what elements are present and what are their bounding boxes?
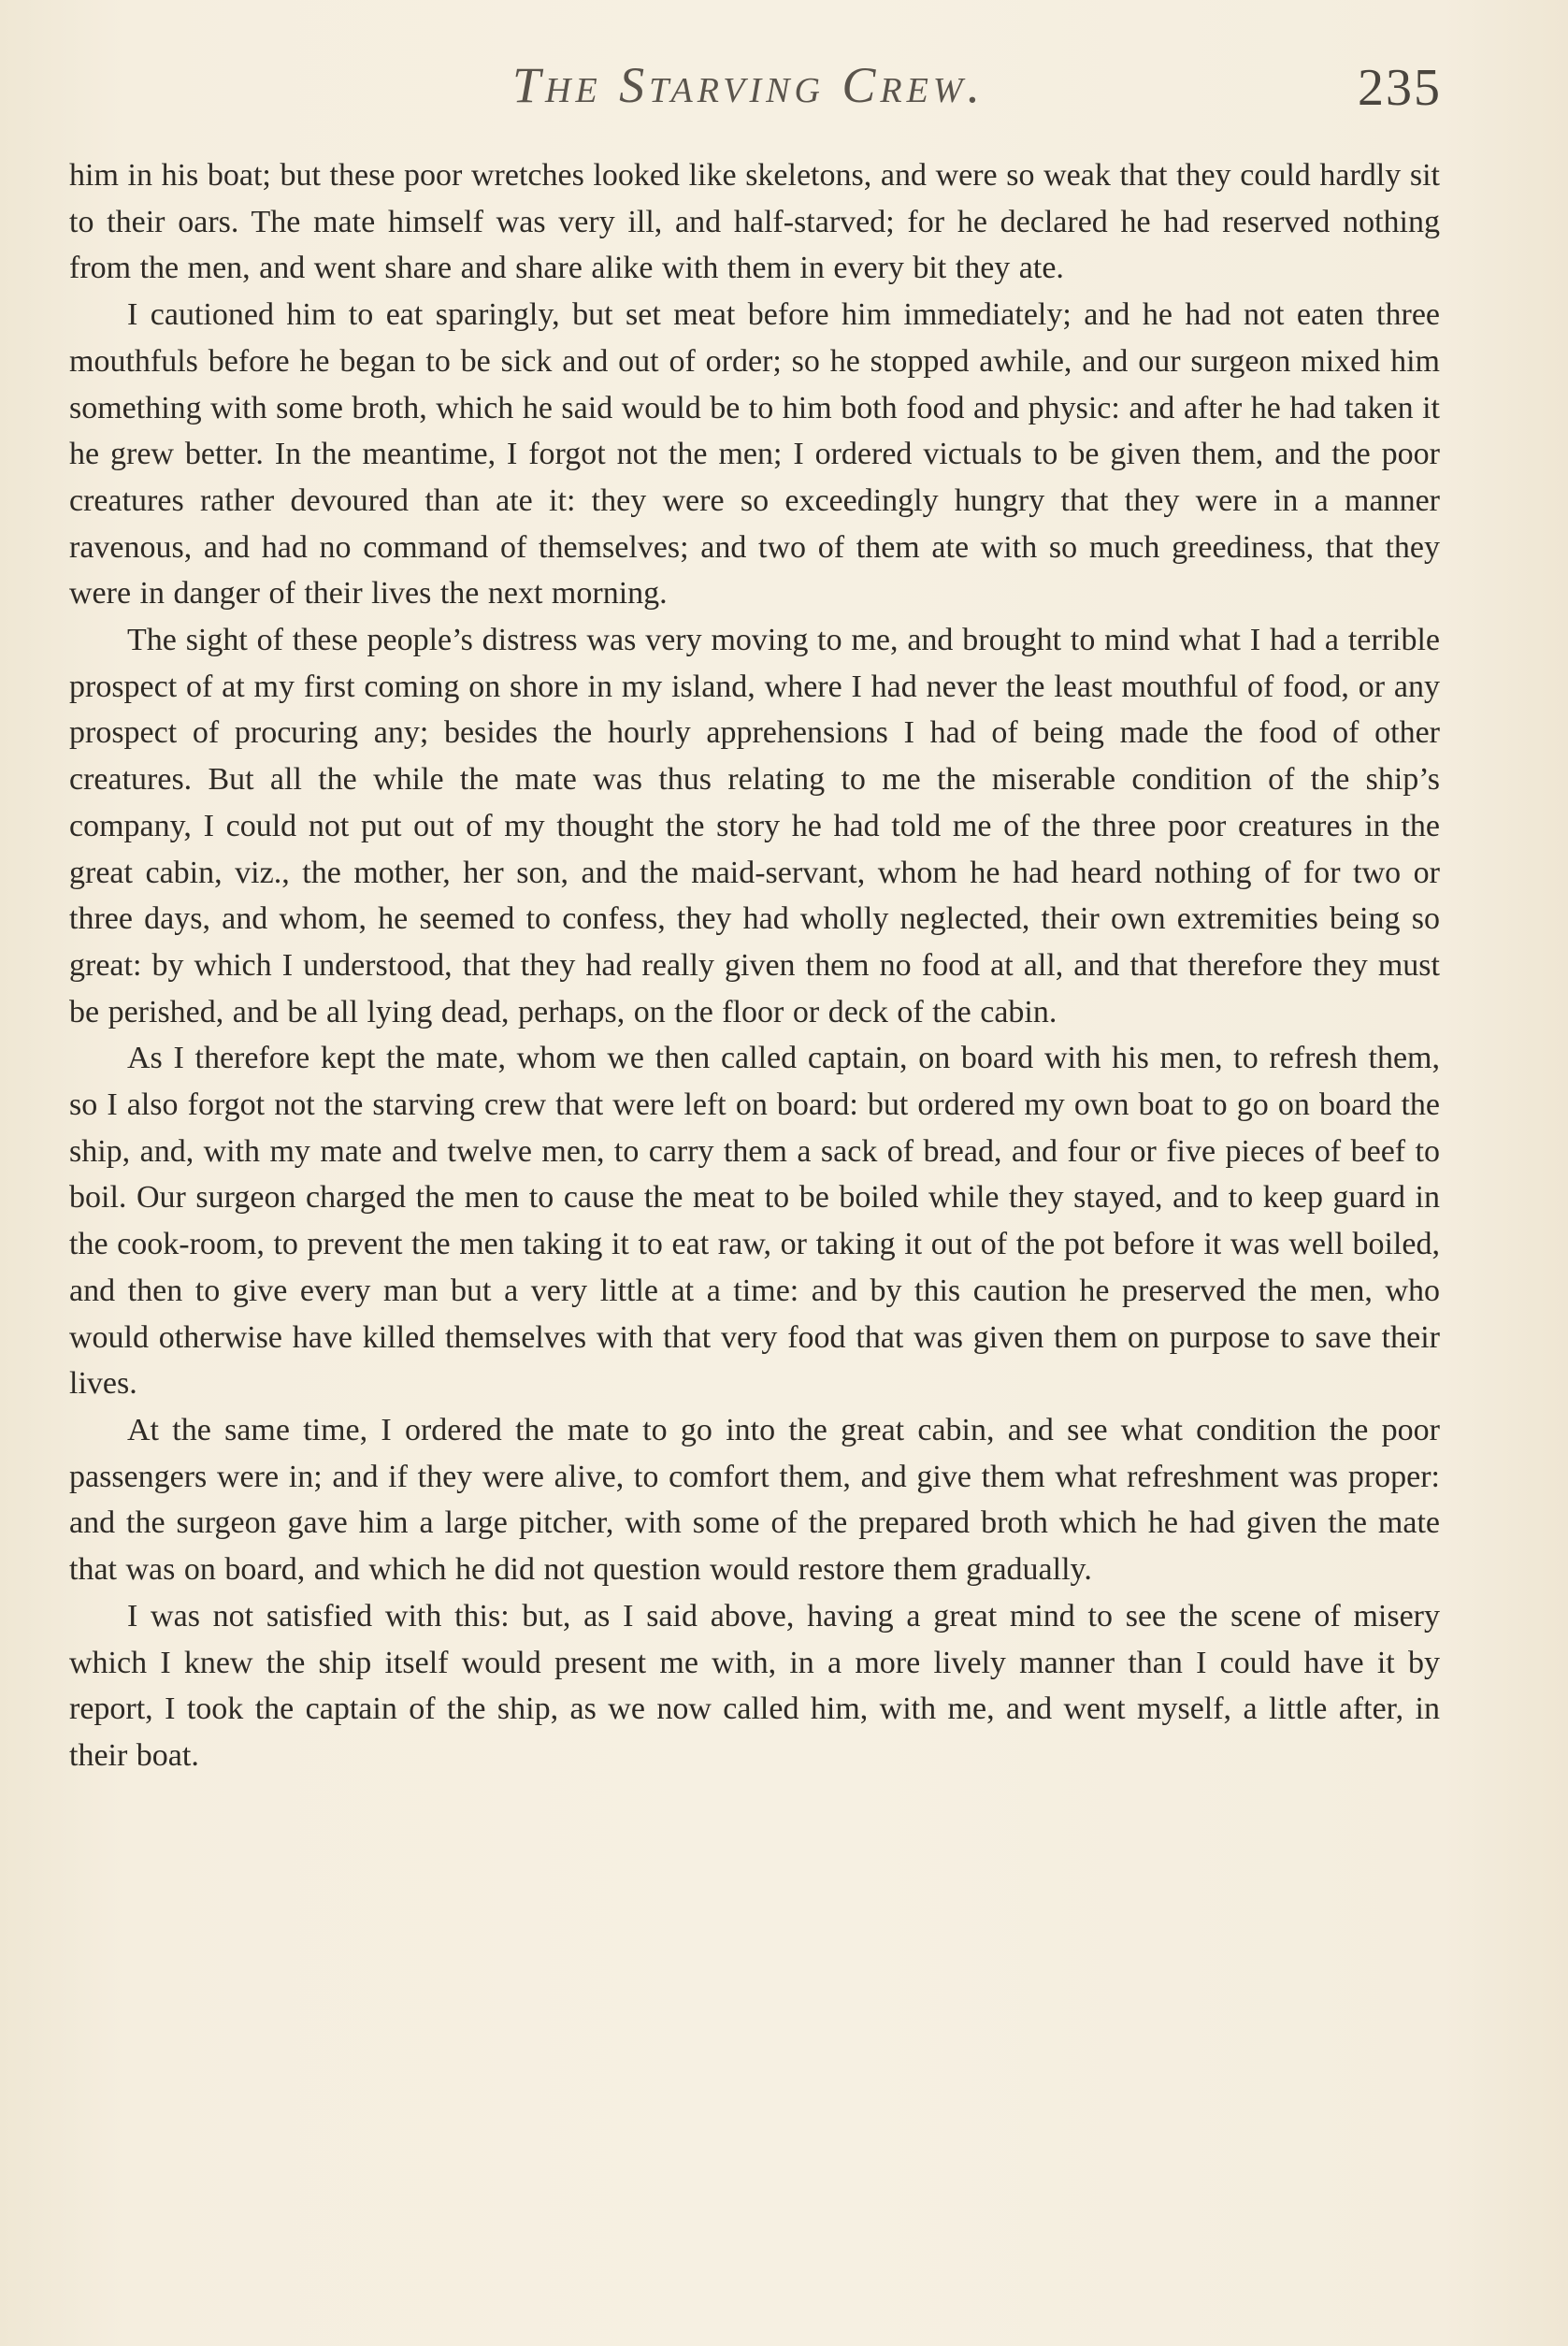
paragraph-1: him in his boat; but these poor wretches looked like skeletons, and were so weak that they could hardly sit to their oars. The mate himself was very ill, and half-starved; for he declared he had reserved nothing from the men, and went share and share alike with them in every bit they ate. (69, 158, 1440, 286)
running-head (0, 49, 1568, 123)
paragraph-5: At the same time, I ordered the mate to go into the great cabin, and see what condition the poor passengers were in; and if they were alive, to comfort them, and give them what refreshment was proper: and the surgeon gave him a large pitcher, with some of the prepared broth which he had given the mate that was on board, and which he did not question would restore them gradually. (69, 1412, 1440, 1588)
page-number: 235 (1358, 59, 1442, 117)
body-text (69, 152, 1440, 1779)
paragraph-2: I cautioned him to eat sparingly, but set meat before him immediately; and he had not eaten three mouthfuls before he began to be sick and out of order; so he stopped awhile, and our surgeon mixed him something with some broth, which he said would be to him both food and physic: and after he had taken it he grew better. In the meantime, I forgot not the men; I ordered victuals to be given them, and the poor creatures rather devoured than ate it: they were so exceedingly hungry that they were in a manner ravenous, and had no command of themselves; and two of them ate with so much greediness, that they were in danger of their lives the next morning. (69, 297, 1440, 612)
paragraph-6: I was not satisfied with this: but, as I said above, having a great mind to see the scene of misery which I knew the ship itself would present me with, in a more lively manner than I could have it by report, I took the captain of the ship, as we now called him, with me, and went myself, a little after, in their boat. (69, 1598, 1440, 1773)
paragraph-4: As I therefore kept the mate, whom we then called captain, on board with his men, to refresh them, so I also forgot not the starving crew that were left on board: but ordered my own boat to go on board the ship, and, with my mate and twelve men, to carry them a sack of bread, and four or five pieces of beef to boil. Our surgeon charged the men to cause the meat to be boiled while they stayed, and to keep guard in the cook-room, to prevent the men taking it to eat raw, or taking it out of the pot before it was well boiled, and then to give every man but a very little at a time: and by this caution he preserved the men, who would otherwise have killed themselves with that very food that was given them on purpose to save their lives. (69, 1041, 1440, 1402)
running-title: The Starving Crew. (512, 57, 985, 113)
paragraph-3: The sight of these people’s distress was very moving to me, and brought to mind what I had a terrible prospect of at my first coming on shore in my island, where I had never the least mouthful of food, or any prospect of procuring any; besides the hourly apprehensions I had of being made the food of other creatures. But all the while the mate was thus relating to me the miserable condition of the ship’s company, I could not put out of my thought the story he had told me of the three poor creatures in the great cabin, viz., the mother, her son, and the maid-servant, whom he had heard nothing of for two or three days, and whom, he seemed to confess, they had wholly neglected, their own extremities being so great: by which I understood, that they had really given them no food at all, and that therefore they must be perished, and be all lying dead, perhaps, on the floor or deck of the cabin. (69, 623, 1440, 1029)
